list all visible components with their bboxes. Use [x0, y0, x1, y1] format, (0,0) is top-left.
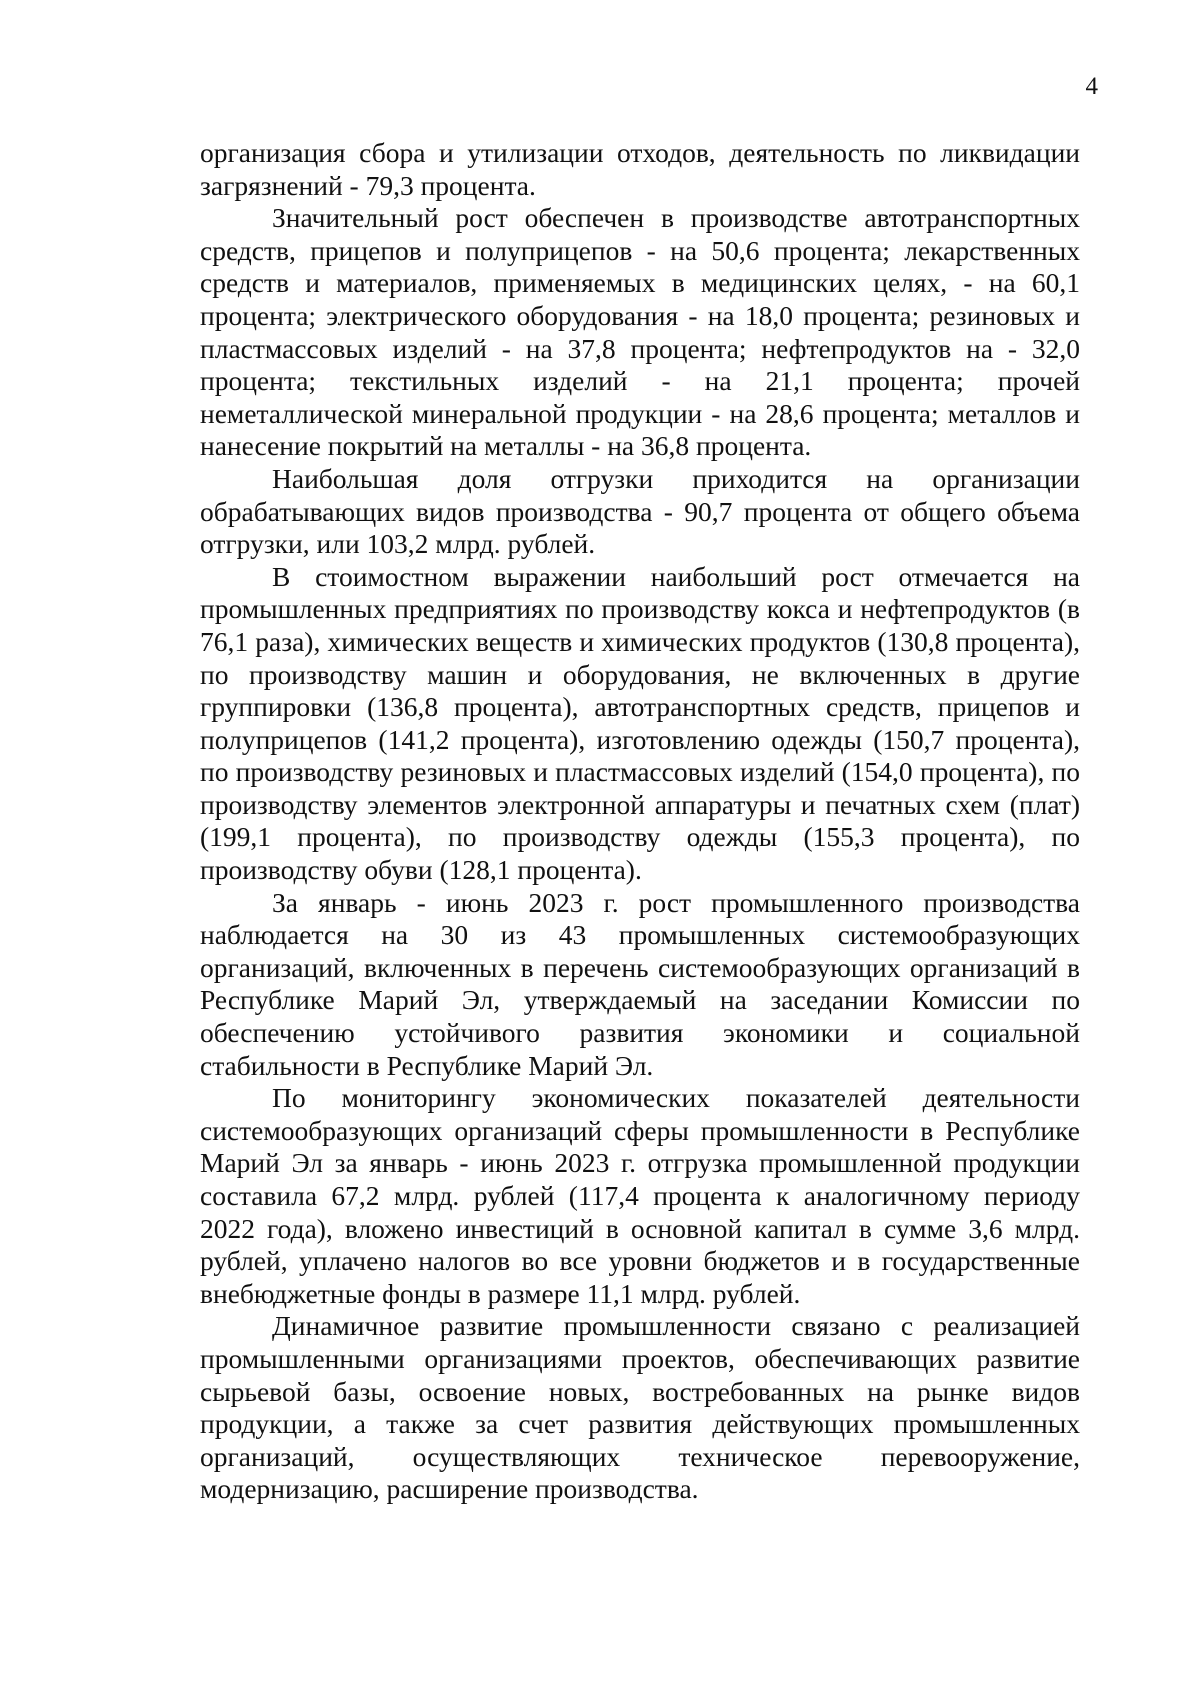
page-number: 4 [1085, 73, 1098, 100]
paragraph-dynamic-development: Динамичное развитие промышленности связано с реализацией промышленными организациями проектов, обеспечивающих развитие сырьевой базы, освоение новых, востребованных на рынке видов продукции, а также за счет развития действующих промышленных организаций, осуществляющих техническое перевооружение, модернизацию, расширение производства. [200, 1310, 1080, 1505]
paragraph-largest-share: Наибольшая доля отгрузки приходится на организации обрабатывающих видов производства - 90,7 процента от общего объема отгрузки, или 103,2 млрд. рублей. [200, 462, 1080, 560]
paragraph-waste-continuation: организация сбора и утилизации отходов, деятельность по ликвидации загрязнений - 79,3 процента. [200, 137, 1080, 201]
paragraph-monitoring: По мониторингу экономических показателей деятельности системообразующих организаций сферы промышленности в Республике Марий Эл за январь - июнь 2023 г. отгрузка промышленной продукции составила 67,2 млрд. рублей (117,4 процента к аналогичному периоду 2022 года), вложено инвестиций в основной капитал в сумме 3,6 млрд. рублей, уплачено налогов во все уровни бюджетов и в государственные внебюджетные фонды в размере 11,1 млрд. рублей. [200, 1082, 1080, 1309]
paragraph-significant-growth: Значительный рост обеспечен в производстве автотранспортных средств, прицепов и полуприцепов - на 50,6 процента; лекарственных средств и материалов, применяемых в медицинских целях, - на 60,1 процента; электрического оборудования - на 18,0 процента; резиновых и пластмассовых изделий - на 37,8 процента; нефтепродуктов на - 32,0 процента; текстильных изделий - на 21,1 процента; прочей неметаллической минеральной продукции - на 28,6 процента; металлов и нанесение покрытий на металлы - на 36,8 процента. [200, 202, 1080, 462]
paragraph-system-organizations: За январь - июнь 2023 г. рост промышленного производства наблюдается на 30 из 43 промышленных системообразующих организаций, включенных в перечень системообразующих организаций в Республике Марий Эл, утверждаемый на заседании Комиссии по обеспечению устойчивого развития экономики и социальной стабильности в Республике Марий Эл. [200, 886, 1080, 1081]
paragraph-cost-growth: В стоимостном выражении наибольший рост отмечается на промышленных предприятиях по производству кокса и нефтепродуктов (в 76,1 раза), химических веществ и химических продуктов (130,8 процента), по производству машин и оборудования, не включенных в другие группировки (136,8 процента), автотранспортных средств, прицепов и полуприцепов (141,2 процента), изготовлению одежды (150,7 процента), по производству резиновых и пластмассовых изделий (154,0 процента), по производству элементов электронной аппаратуры и печатных схем (плат) (199,1 процента), по производству одежды (155,3 процента), по производству обуви (128,1 процента). [200, 560, 1080, 886]
document-body [200, 137, 1080, 1506]
